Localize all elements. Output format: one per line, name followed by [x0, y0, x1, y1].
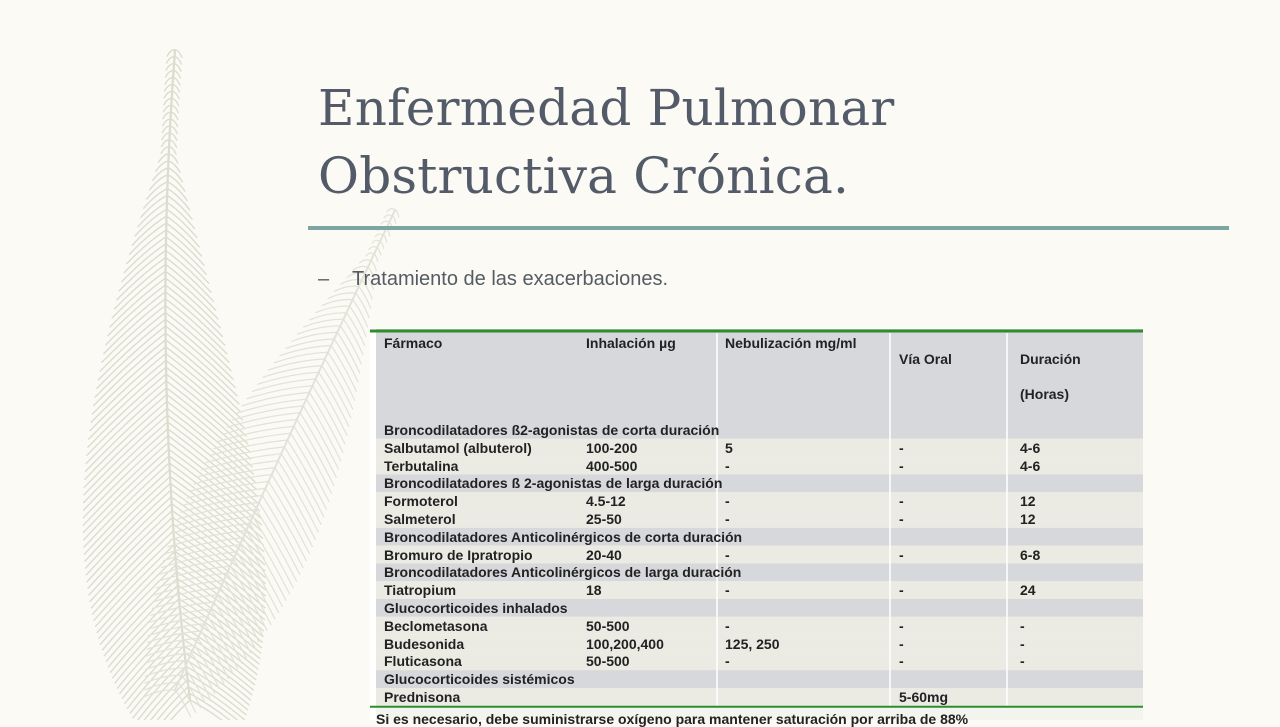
table-cell: Prednisona [384, 689, 461, 705]
table-cell: - [1020, 617, 1025, 634]
slide-title-line-2: Obstructiva Crónica. [318, 147, 850, 205]
table-cell: 125, 250 [725, 635, 780, 652]
table-cell: 18 [586, 582, 602, 599]
table-cell: 100-200 [586, 439, 638, 456]
table-cell: Fluticasona [384, 653, 462, 670]
table-cell: - [899, 493, 904, 510]
group-label: Broncodilatadores Anticolinérgicos de larga duración [384, 564, 742, 581]
table-cell: Bromuro de Ipratropio [384, 546, 533, 563]
bullet-item [318, 268, 668, 291]
table-cell: 100,200,400 [586, 635, 664, 652]
table-cell: Formoterol [384, 493, 458, 510]
table-cell: Budesonida [384, 635, 465, 652]
table-footnote: Si es necesario, debe suministrarse oxígeno para mantener saturación por arriba de 88% [376, 710, 969, 727]
header-duracion-unit: (Horas) [1020, 386, 1070, 402]
table-cell: 4-6 [1020, 439, 1041, 456]
table-cell: Beclometasona [384, 617, 488, 634]
table-cell: - [725, 546, 730, 563]
bullet-text: Tratamiento de las exacerbaciones. [352, 268, 669, 290]
title-divider [308, 226, 1229, 230]
table-cell: 24 [1020, 582, 1036, 599]
table-cell: 50-500 [586, 617, 630, 634]
table-cell: - [899, 511, 904, 527]
fern-leaf-large [83, 50, 265, 720]
header-inhalacion: Inhalación µg [586, 335, 676, 351]
table-cell: - [899, 439, 904, 456]
bullet-marker: – [318, 268, 330, 290]
table-cell: 20-40 [586, 546, 622, 563]
header-via-oral: Vía Oral [899, 351, 952, 367]
group-label: Glucocorticoides sistémicos [384, 671, 575, 688]
table-cell: - [899, 546, 904, 563]
header-farmaco: Fármaco [384, 335, 443, 351]
table-cell: - [899, 582, 904, 599]
table-cell: 4-6 [1020, 457, 1041, 474]
group-label: Broncodilatadores Anticolinérgicos de corta duración [384, 528, 743, 545]
header-duracion: Duración [1020, 351, 1081, 367]
table-cell: - [725, 582, 730, 599]
table-cell: - [899, 457, 904, 474]
table-cell: Salbutamol (albuterol) [384, 439, 532, 456]
table-cell: - [899, 617, 904, 634]
table-cell: 5-60mg [899, 689, 949, 705]
slide-title-line-1: Enfermedad Pulmonar [318, 79, 895, 137]
table-cell: 25-50 [586, 511, 622, 527]
table-cell: - [725, 653, 730, 670]
table-cell: Terbutalina [384, 457, 459, 474]
slide-title [318, 74, 1238, 210]
table-cell: - [725, 457, 730, 474]
table-cell: 50-500 [586, 653, 630, 670]
table-cell: 6-8 [1020, 546, 1041, 563]
table-cell: - [725, 493, 730, 510]
table-cell: - [1020, 653, 1025, 670]
table-cell: Tiatropium [384, 582, 457, 599]
table-cell: 400-500 [586, 457, 638, 474]
table-cell: - [725, 511, 730, 527]
table-cell: - [899, 653, 904, 670]
group-label: Broncodilatadores ß 2-agonistas de larga duración [384, 475, 723, 492]
table-cell: 4.5-12 [586, 493, 626, 510]
table-cell: Salmeterol [384, 511, 456, 527]
header-nebulizacion: Nebulización mg/ml [725, 335, 857, 351]
group-label: Broncodilatadores ß2-agonistas de corta duración [384, 422, 720, 438]
table-cell: - [899, 635, 904, 652]
table-cell: 5 [725, 439, 733, 456]
table-cell: - [725, 617, 730, 634]
table-cell: - [1020, 635, 1025, 652]
group-label: Glucocorticoides inhalados [384, 600, 568, 616]
treatment-table [370, 329, 1143, 727]
table-cell: 12 [1020, 511, 1036, 527]
table-cell: 12 [1020, 493, 1036, 510]
